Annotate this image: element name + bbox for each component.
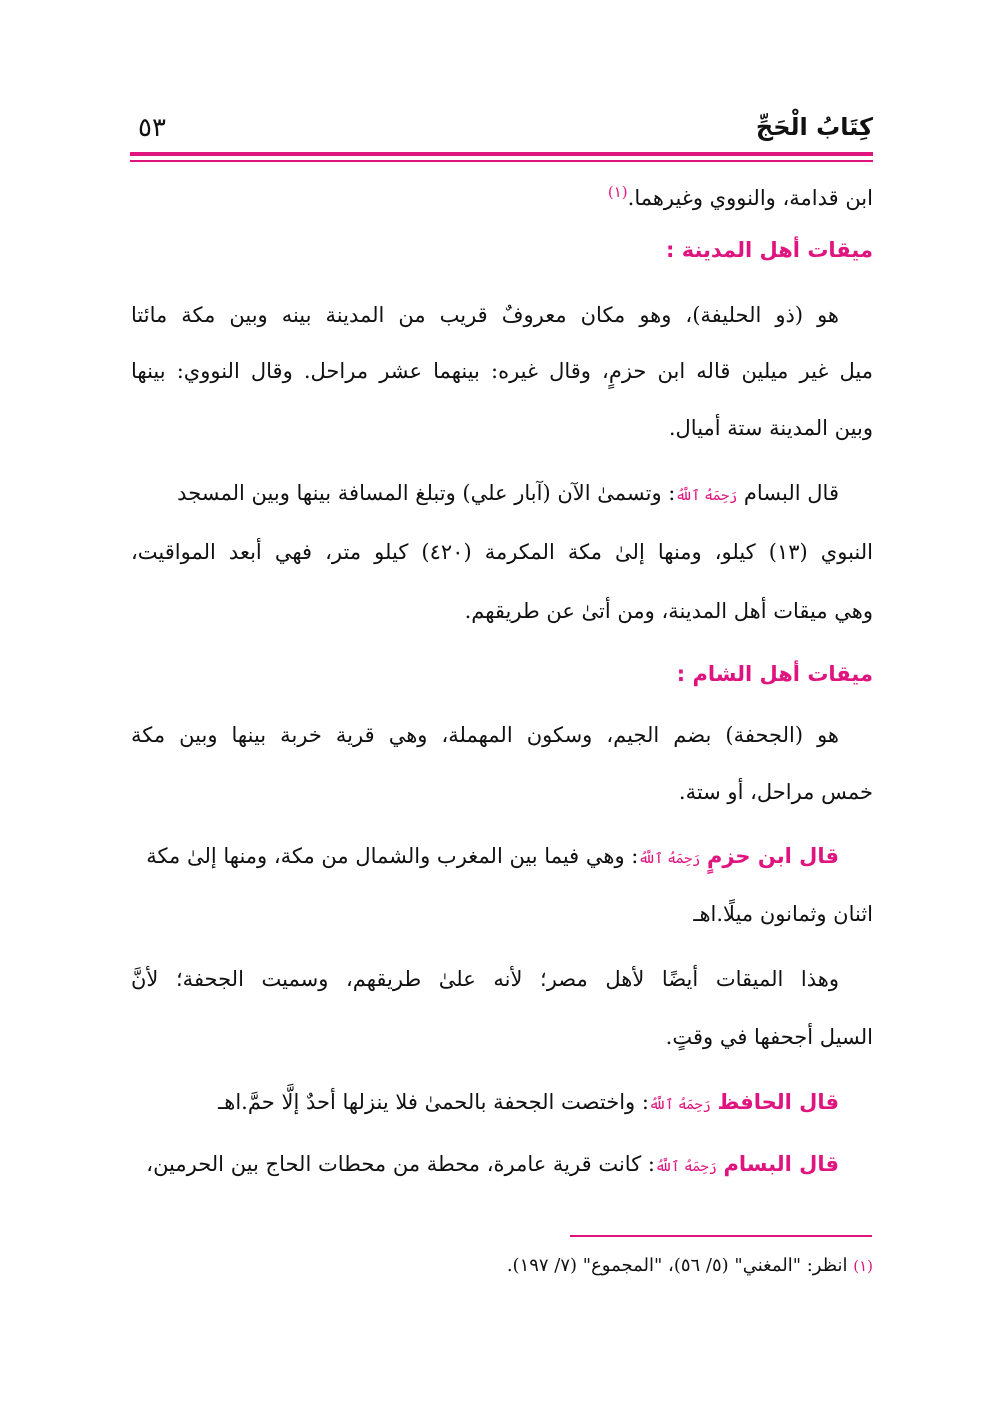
intro-text: ابن قدامة، والنووي وغيرهما. [627, 186, 873, 210]
paragraph-line [131, 1087, 873, 1120]
footnote-number: (١) [853, 1257, 873, 1275]
honorific-glyph: رَحِمَهُ ٱللَّهُ [654, 1159, 717, 1175]
header-rule-thick [130, 152, 873, 156]
paragraph-line [131, 478, 873, 511]
paragraph-line: وهذا الميقات أيضًا لأهل مصر؛ لأنه علىٰ طريقهم، وسميت الجحفة؛ لأنَّ [131, 967, 839, 991]
page-number: ٥٣ [138, 113, 166, 143]
paragraph-line: هو (ذو الحليفة)، وهو مكان معروفٌ قريب من المدينة بينه وبين مكة مائتا [131, 303, 839, 327]
line-text: : كانت قرية عامرة، محطة من محطات الحاج بين الحرمين، [146, 1152, 655, 1176]
paragraph-line [131, 841, 873, 874]
paragraph-line: ميل غير ميلين قاله ابن حزمٍ، وقال غيره: بينهما عشر مراحل. وقال النووي: بينها [131, 359, 873, 383]
paragraph-line: وهي ميقات أهل المدينة، ومن أتىٰ عن طريقهم. [464, 599, 873, 623]
section-heading-sham: ميقات أهل الشام : [676, 662, 873, 686]
honorific-glyph: رَحِمَهُ ٱللَّهُ [675, 488, 738, 504]
paragraph-line: اثنان وثمانون ميلًا.اهـ [693, 902, 873, 926]
section-heading-madinah: ميقات أهل المدينة : [666, 238, 873, 262]
footnote-reference: (١) [607, 183, 628, 201]
paragraph-line: السيل أجحفها في وقتٍ. [665, 1025, 873, 1049]
running-header-title: كِتَابُ الْحَجِّ [755, 113, 873, 141]
paragraph-line: وبين المدينة ستة أميال. [668, 416, 873, 440]
line-text: : وتسمىٰ الآن (آبار علي) وتبلغ المسافة بينها وبين المسجد [177, 481, 676, 505]
line-text: : واختصت الجحفة بالحمىٰ فلا ينزلها أحدٌ إلَّا حمَّ.اهـ [218, 1090, 649, 1114]
intro-line [131, 177, 873, 213]
paragraph-line [131, 1149, 873, 1182]
speaker-name: قال ابن حزمٍ [706, 844, 839, 868]
footnote-separator [570, 1235, 872, 1237]
speaker-name: قال الحافظ [717, 1090, 839, 1114]
paragraph-line: خمس مراحل، أو ستة. [678, 780, 873, 804]
paragraph-line: النبوي (١٣) كيلو، ومنها إلىٰ مكة المكرمة (٤٢٠) كيلو متر، فهي أبعد المواقيت، [131, 540, 874, 564]
speaker-name: قال البسام [723, 1152, 839, 1176]
header-rule-thin [130, 160, 873, 162]
speaker-text: قال البسام [743, 481, 839, 505]
honorific-glyph: رَحِمَهُ ٱللَّهُ [638, 851, 701, 867]
honorific-glyph: رَحِمَهُ ٱللَّهُ [648, 1097, 711, 1113]
line-text: : وهي فيما بين المغرب والشمال من مكة، ومنها إلىٰ مكة [146, 844, 639, 868]
footnote [507, 1253, 873, 1279]
paragraph-line: هو (الجحفة) بضم الجيم، وسكون المهملة، وهي قرية خربة بينها وبين مكة [131, 723, 839, 747]
footnote-text: انظر: "المغني" (٥/ ٥٦)، "المجموع" (٧/ ١٩٧). [506, 1255, 848, 1276]
